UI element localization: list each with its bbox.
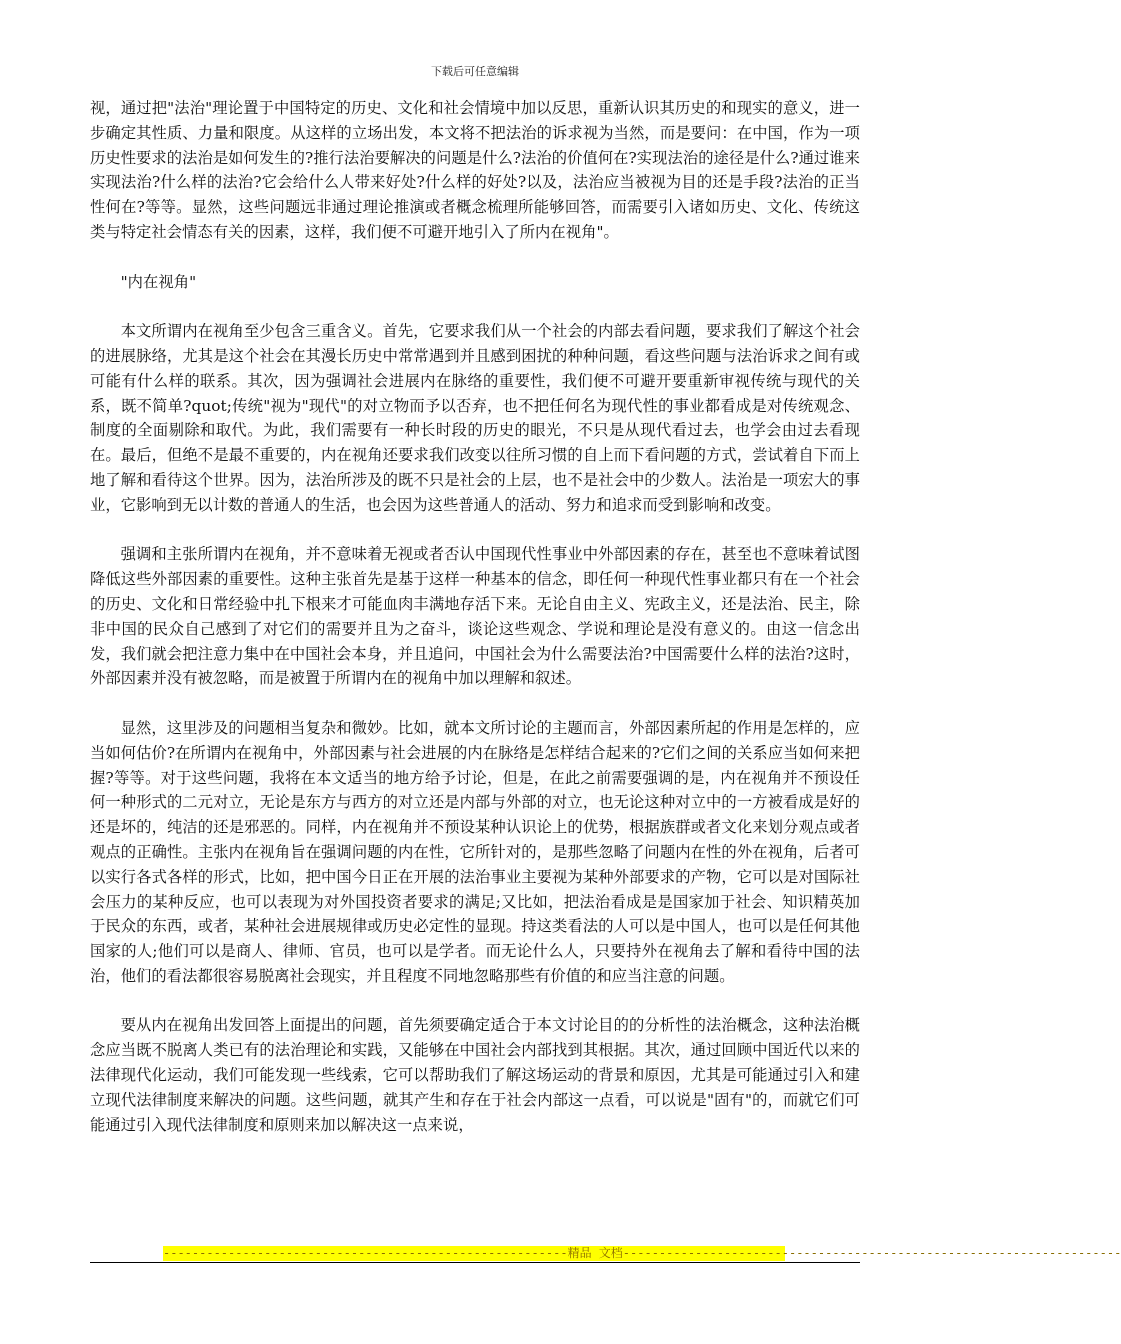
section-heading: "内在视角" [120, 272, 197, 291]
footer-divider [90, 1262, 860, 1263]
paragraph: 要从内在视角出发回答上面提出的问题，首先须要确定适合于本文讨论目的的分析性的法治概念，这种法治概念应当既不脱离人类已有的法治理论和实践，又能够在中国社会内部找到其根据。其次，通过回顾中国近代以来的法律现代化运动，我们可能发现一些线索，它可以帮助我们了解这场运动的背景和原因，尤其是可能通过引入和建立现代法律制度来解决的问题。这些问题，就其产生和存在于社会内部这一点看，可以说是"固有"的，而就它们可能通过引入现代法律制度和原则来加以解决这一点来说， [90, 1016, 860, 1134]
paragraph-continued: 视，通过把"法治"理论置于中国特定的历史、文化和社会情境中加以反思，重新认识其历史的和现实的意义，进一步确定其性质、力量和限度。从这样的立场出发，本文将不把法治的诉求视为当然，而是要问：在中国，作为一项历史性要求的法治是如何发生的?推行法治要解决的问题是什么?法治的价值何在?实现法治的途径是什么?通过谁来实现法治?什么样的法治?它会给什么人带来好处?什么样的好处?以及，法治应当被视为目的还是手段?法治的正当性何在?等等。显然，这些问题远非通过理论推演或者概念梳理所能够回答，而需要引入诸如历史、文化、传统这类与特定社会情态有关的因素，这样，我们便不可避开地引入了所内在视角"。 [90, 99, 860, 241]
paragraph: 强调和主张所谓内在视角，并不意味着无视或者否认中国现代性事业中外部因素的存在，甚至也不意味着试图降低这些外部因素的重要性。这种主张首先是基于这样一种基本的信念，即任何一种现代性事业都只有在一个社会的历史、文化和日常经验中扎下根来才可能血肉丰满地存活下来。无论自由主义、宪政主义，还是法治、民主，除非中国的民众自己感到了对它们的需要并且为之奋斗，谈论这些观念、学说和理论是没有意义的。由这一信念出发，我们就会把注意力集中在中国社会本身，并且追问，中国社会为什么需要法治?中国需要什么样的法治?这时，外部因素并没有被忽略，而是被置于所谓内在的视角中加以理解和叙述。 [90, 545, 860, 688]
document-body [90, 96, 860, 1162]
paragraph: 本文所谓内在视角至少包含三重含义。首先，它要求我们从一个社会的内部去看问题，要求我们了解这个社会的进展脉络，尤其是这个社会在其漫长历史中常常遇到并且感到困扰的种种问题，看这些问题与法治诉求之间有或可能有什么样的联系。其次，因为强调社会进展内在脉络的重要性，我们便不可避开要重新审视传统与现代的关系，既不简单?quot;传统"视为"现代"的对立物而予以否弃，也不把任何名为现代性的事业都看成是对传统观念、制度的全面剔除和取代。为此，我们需要有一种长时段的历史的眼光，不只是从现代看过去，也学会由过去看现在。最后，但绝不是最不重要的，内在视角还要求我们改变以往所习惯的自上而下看问题的方式，尝试着自下而上地了解和看待这个世界。因为，法治所涉及的既不只是社会的上层，也不是社会中的少数人。法治是一项宏大的事业，它影响到无以计数的普通人的生活，也会因为这些普通人的活动、努力和追求而受到影响和改变。 [90, 322, 860, 514]
footer-watermark-band: --------------------------------------------------------精品 文档--------------------------------------------------------------------- [163, 1246, 1121, 1260]
paragraph: 显然，这里涉及的问题相当复杂和微妙。比如，就本文所讨论的主题而言，外部因素所起的作用是怎样的，应当如何估价?在所谓内在视角中，外部因素与社会进展的内在脉络是怎样结合起来的?它们之间的关系应当如何来把握?等等。对于这些问题，我将在本文适当的地方给予讨论，但是，在此之前需要强调的是，内在视角并不预设任何一种形式的二元对立，无论是东方与西方的对立还是内部与外部的对立，也无论这种对立中的一方被看成是好的还是坏的，纯洁的还是邪恶的。同样，内在视角并不预设某种认识论上的优势，根据族群或者文化来划分观点或者观点的正确性。主张内在视角旨在强调问题的内在性，它所针对的，是那些忽略了问题内在性的外在视角，后者可以实行各式各样的形式，比如，把中国今日正在开展的法治事业主要视为某种外部要求的产物，它可以是对国际社会压力的某种反应，也可以表现为对外国投资者要求的满足;又比如，把法治看成是是国家加于社会、知识精英加于民众的东西，或者，某种社会进展规律或历史必定性的显现。持这类看法的人可以是中国人，也可以是任何其他国家的人;他们可以是商人、律师、官员，也可以是学者。而无论什么人，只要持外在视角去了解和看待中国的法治，他们的看法都很容易脱离社会现实，并且程度不同地忽略那些有价值的和应当注意的问题。 [90, 718, 860, 985]
page-header: 下载后可任意编辑 [431, 65, 519, 78]
